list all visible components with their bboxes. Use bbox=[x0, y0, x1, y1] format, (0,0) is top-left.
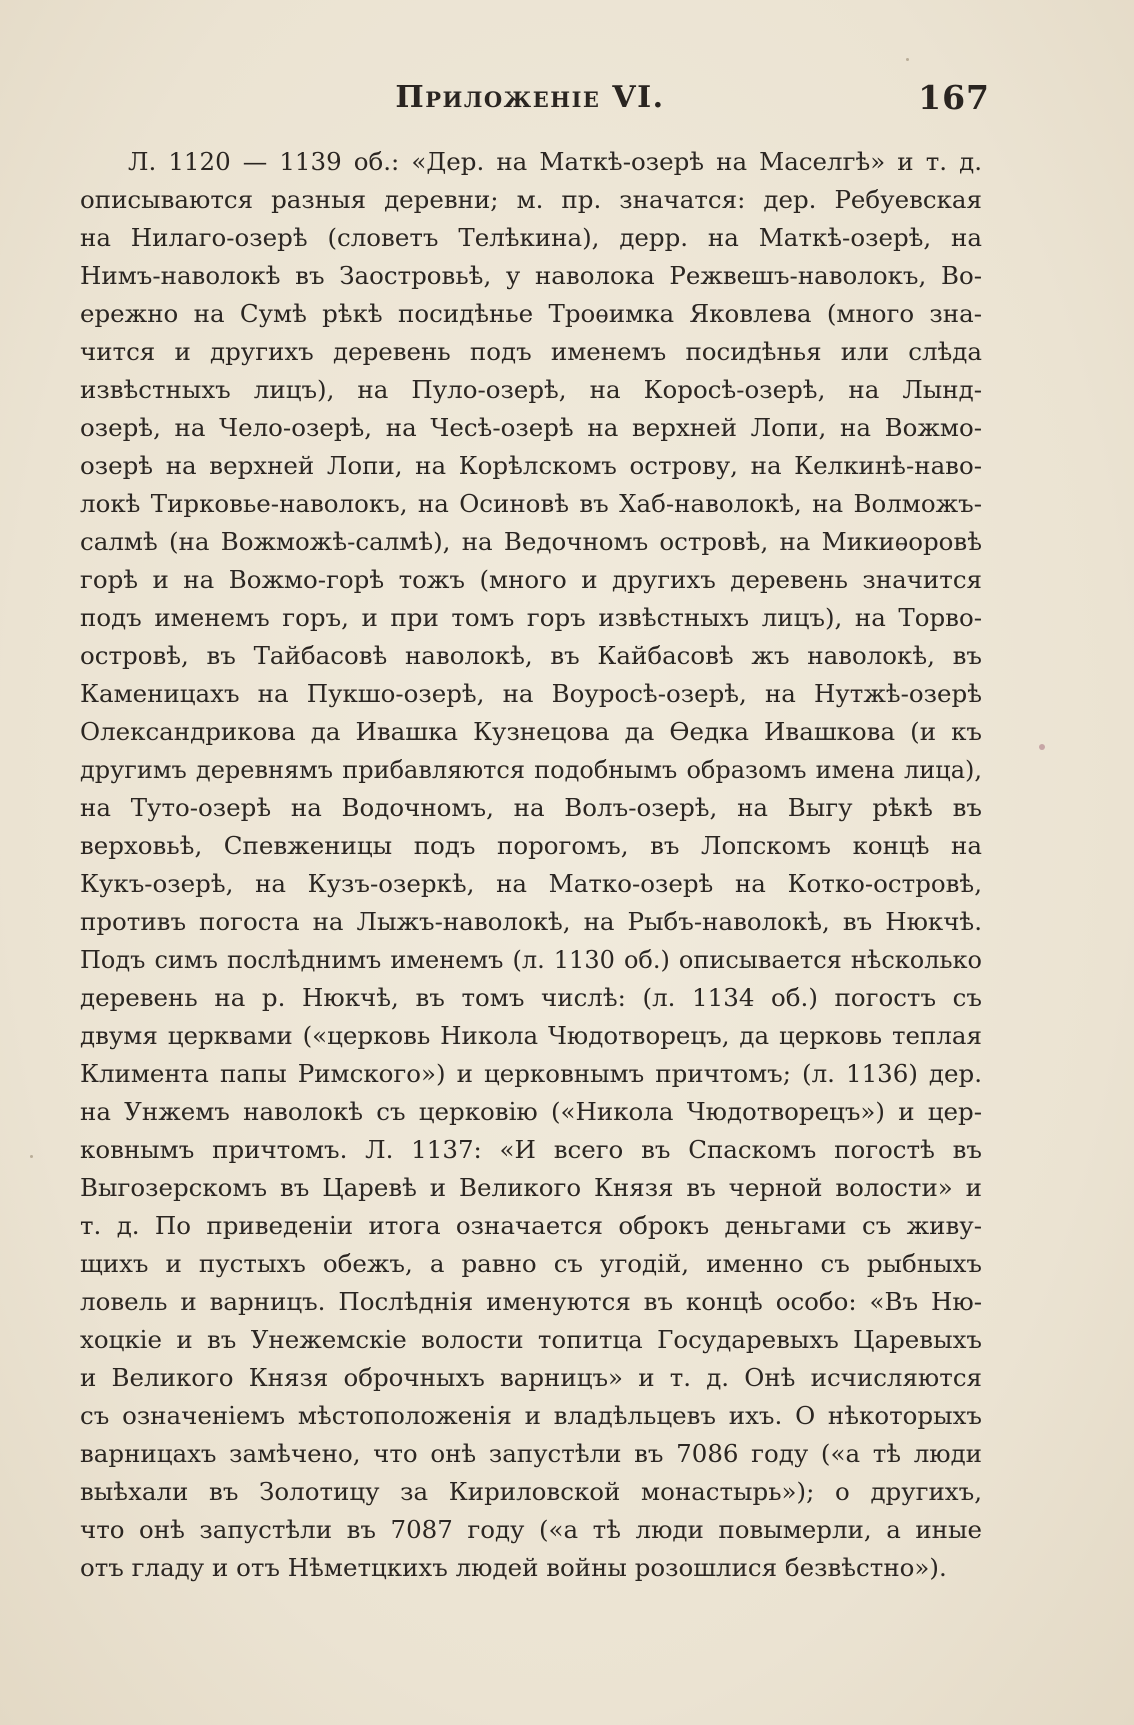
paper-speck bbox=[30, 1155, 33, 1158]
text-line: деревень на р. Нюкчѣ, въ томъ числѣ: (л. 1134 об.) погостъ съ bbox=[80, 983, 982, 1012]
text-line: на Унжемъ наволокѣ съ церковію («Никола Чюдотворецъ») и цер- bbox=[80, 1097, 982, 1126]
text-line: другимъ деревнямъ прибавляются подобнымъ образомъ имена лица), bbox=[80, 756, 982, 784]
text-line: островѣ, въ Тайбасовѣ наволокѣ, въ Кайбасовѣ жъ наволокѣ, въ bbox=[80, 641, 982, 670]
text-line: на Нилаго-озерѣ (словетъ Телѣкина), дерр. на Маткѣ-озерѣ, на bbox=[80, 223, 982, 252]
text-line: хоцкіе и въ Унежемскіе волости топитца Государевыхъ Царевыхъ bbox=[80, 1325, 982, 1354]
text-line: Олександрикова да Ивашка Кузнецова да Ѳедка Ивашкова (и къ bbox=[80, 717, 982, 746]
text-line: озерѣ на верхней Лопи, на Корѣлскомъ острову, на Келкинѣ-наво- bbox=[80, 451, 982, 480]
text-line: ловель и варницъ. Послѣднія именуются въ концѣ особо: «Въ Ню- bbox=[80, 1287, 982, 1316]
text-line: Л. 1120 — 1139 об.: «Дер. на Маткѣ-озерѣ на Маселгѣ» и т. д. bbox=[128, 147, 982, 176]
text-line: верховьѣ, Спевженицы подъ порогомъ, въ Лопскомъ концѣ на bbox=[80, 831, 982, 860]
text-line: чится и другихъ деревень подъ именемъ посидѣнья или слѣда bbox=[80, 337, 982, 366]
ink-dot bbox=[1039, 744, 1045, 750]
running-title: Приложеніе VI. bbox=[395, 80, 665, 115]
running-head bbox=[80, 78, 990, 130]
text-line: озерѣ, на Чело-озерѣ, на Чесѣ-озерѣ на верхней Лопи, на Вожмо- bbox=[80, 413, 982, 442]
text-line: ковнымъ причтомъ. Л. 1137: «И всего въ Спаскомъ погостѣ въ bbox=[80, 1135, 982, 1164]
text-line: Кукъ-озерѣ, на Кузъ-озеркѣ, на Матко-озерѣ на Котко-островѣ, bbox=[80, 869, 982, 898]
text-line: Выгозерскомъ въ Царевѣ и Великого Князя въ черной волости» и bbox=[80, 1173, 982, 1202]
text-line: съ означеніемъ мѣстоположенія и владѣльцевъ ихъ. О нѣкоторыхъ bbox=[80, 1401, 982, 1430]
text-line: на Туто-озерѣ на Водочномъ, на Волъ-озерѣ, на Выгу рѣкѣ въ bbox=[80, 793, 982, 822]
text-line: выѣхали въ Золотицу за Кириловской монастырь»); о другихъ, bbox=[80, 1477, 982, 1506]
text-line: ережно на Сумѣ рѣкѣ посидѣнье Троѳимка Яковлева (много зна- bbox=[80, 299, 982, 328]
text-line: салмѣ (на Вожможѣ-салмѣ), на Ведочномъ островѣ, на Микиѳоровѣ bbox=[80, 527, 982, 556]
body-text bbox=[80, 143, 982, 1587]
text-line: двумя церквами («церковь Никола Чюдотворецъ, да церковь теплая bbox=[80, 1021, 982, 1050]
text-line: Подъ симъ послѣднимъ именемъ (л. 1130 об.) описывается нѣсколько bbox=[80, 946, 982, 974]
text-line: и Великого Князя оброчныхъ варницъ» и т. д. Онѣ исчисляются bbox=[80, 1363, 982, 1392]
text-line: варницахъ замѣчено, что онѣ запустѣли въ 7086 году («а тѣ люди bbox=[80, 1439, 982, 1468]
paper-speck bbox=[906, 58, 909, 61]
text-line: Нимъ-наволокѣ въ Заостровьѣ, у наволока Режвешъ-наволокъ, Во- bbox=[80, 261, 982, 290]
text-line: извѣстныхъ лицъ), на Пуло-озерѣ, на Коросѣ-озерѣ, на Лынд- bbox=[80, 375, 982, 404]
text-line: локѣ Тирковье-наволокъ, на Осиновѣ въ Хаб-наволокѣ, на Волможъ- bbox=[80, 489, 982, 518]
text-line: Каменицахъ на Пукшо-озерѣ, на Воуросѣ-озерѣ, на Нутжѣ-озерѣ bbox=[80, 679, 982, 708]
page-number: 167 bbox=[918, 78, 990, 117]
text-line: щихъ и пустыхъ обежъ, а равно съ угодій, именно съ рыбныхъ bbox=[80, 1249, 982, 1278]
text-line: Климента папы Римского») и церковнымъ причтомъ; (л. 1136) дер. bbox=[80, 1059, 982, 1088]
text-line: описываются разныя деревни; м. пр. значатся: дер. Ребуевская bbox=[80, 185, 982, 214]
text-line: горѣ и на Вожмо-горѣ тожъ (много и другихъ деревень значится bbox=[80, 565, 982, 594]
text-line: противъ погоста на Лыжъ-наволокѣ, на Рыбъ-наволокѣ, въ Нюкчѣ. bbox=[80, 907, 982, 936]
text-line: отъ гладу и отъ Нѣметцкихъ людей войны розошлися безвѣстно»). bbox=[80, 1553, 947, 1582]
text-line: т. д. По приведеніи итога означается оброкъ деньгами съ живу- bbox=[80, 1211, 982, 1240]
text-line: подъ именемъ горъ, и при томъ горъ извѣстныхъ лицъ), на Торво- bbox=[80, 603, 982, 632]
text-line: что онѣ запустѣли въ 7087 году («а тѣ люди повымерли, а иные bbox=[80, 1515, 982, 1544]
